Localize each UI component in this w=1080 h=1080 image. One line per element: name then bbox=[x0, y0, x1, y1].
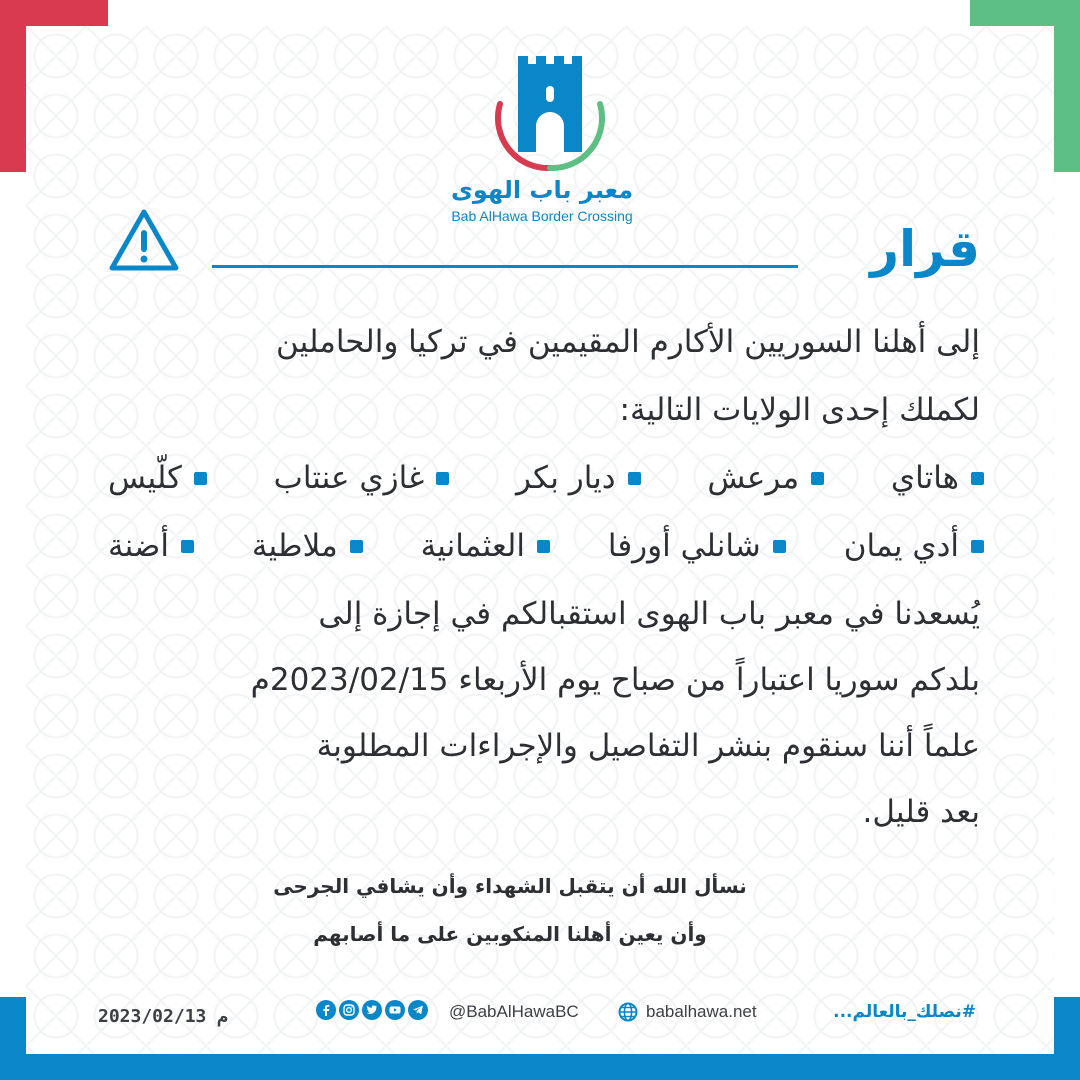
youtube-icon[interactable] bbox=[385, 1000, 405, 1020]
logo-name-english: Bab AlHawa Border Crossing bbox=[451, 208, 633, 224]
right-green-stripe bbox=[1054, 0, 1080, 172]
list-item: غازي عنتاب bbox=[274, 460, 450, 496]
prayer-line-2: وأن يعين أهلنا المنكوبين على ما أصابهم bbox=[313, 922, 707, 946]
bullet-icon bbox=[194, 472, 207, 485]
logo-tower-icon bbox=[488, 46, 612, 176]
body-line-3: يُسعدنا في معبر باب الهوى استقبالكم في إجازة إلى bbox=[318, 596, 980, 632]
bullet-icon bbox=[537, 540, 550, 553]
telegram-icon[interactable] bbox=[408, 1000, 428, 1020]
title-divider bbox=[212, 265, 798, 268]
body-line-1: إلى أهلنا السوريين الأكارم المقيمين في تركيا والحاملين bbox=[276, 324, 980, 360]
body-line-2: لكملك إحدى الولايات التالية: bbox=[619, 392, 980, 428]
warning-triangle-icon bbox=[106, 206, 182, 276]
left-red-stripe bbox=[0, 0, 26, 172]
logo-name-arabic: معبر باب الهوى bbox=[450, 176, 634, 204]
globe-icon bbox=[618, 1002, 638, 1022]
list-item: كلّيس bbox=[108, 460, 207, 496]
bullet-icon bbox=[773, 540, 786, 553]
website-link[interactable]: babalhawa.net bbox=[646, 1002, 757, 1021]
instagram-icon[interactable] bbox=[339, 1000, 359, 1020]
list-item: مرعش bbox=[707, 460, 824, 496]
list-item: العثمانية bbox=[421, 528, 550, 564]
page-title: قرار bbox=[870, 220, 980, 278]
bullet-icon bbox=[181, 540, 194, 553]
province-list-row-1 bbox=[108, 460, 984, 496]
bullet-icon bbox=[811, 472, 824, 485]
list-item: أدي يمان bbox=[844, 528, 984, 564]
bullet-icon bbox=[971, 540, 984, 553]
bullet-icon bbox=[350, 540, 363, 553]
social-links bbox=[316, 1000, 428, 1020]
list-item: هاتاي bbox=[891, 460, 984, 496]
footer-date: 2023/02/13 م bbox=[98, 1006, 229, 1027]
list-item: أضنة bbox=[108, 528, 194, 564]
twitter-icon[interactable] bbox=[362, 1000, 382, 1020]
bullet-icon bbox=[436, 472, 449, 485]
province-list-row-2 bbox=[108, 528, 984, 564]
list-item: شانلي أورفا bbox=[608, 528, 786, 564]
list-item: ديار بكر bbox=[516, 460, 641, 496]
body-line-4: بلدكم سوريا اعتباراً من صباح يوم الأربعاء 2023/02/15م bbox=[250, 662, 980, 698]
facebook-icon[interactable] bbox=[316, 1000, 336, 1020]
body-line-5: علماً أننا سنقوم بنشر التفاصيل والإجراءات المطلوبة bbox=[316, 728, 980, 764]
prayer-line-1: نسأل الله أن يتقبل الشهداء وأن يشافي الجرحى bbox=[273, 874, 747, 898]
bullet-icon bbox=[971, 472, 984, 485]
social-handle[interactable]: @BabAlHawaBC bbox=[449, 1002, 579, 1021]
bullet-icon bbox=[628, 472, 641, 485]
body-line-6: بعد قليل. bbox=[862, 794, 980, 830]
list-item: ملاطية bbox=[252, 528, 363, 564]
hashtag: #نصلك_بالعالم... bbox=[833, 1002, 976, 1022]
footer-left-band bbox=[0, 997, 26, 1080]
